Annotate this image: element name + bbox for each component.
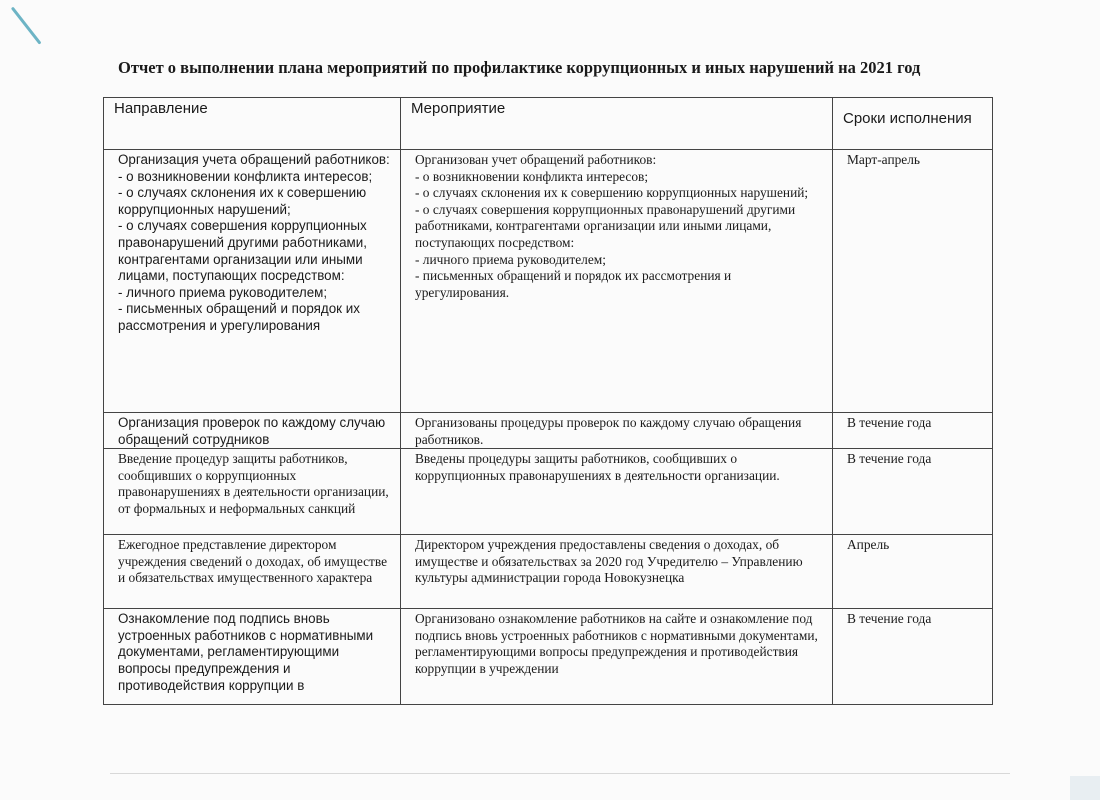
cell-line: - личного приема руководителем; [118, 284, 328, 300]
cell-measure [401, 150, 833, 413]
cell-measure: Директором учреждения предоставлены сведения о доходах, об имуществе и обязательствах за 2020 год Учредителю – Управлению культуры администрации города Новокузнецка [401, 535, 833, 609]
cell-line: Организован учет обращений работников: [415, 152, 657, 167]
scan-corner [1070, 776, 1100, 800]
cell-direction: Ежегодное представление директором учреждения сведений о доходах, об имуществе и обязательствах имущественного характера [104, 535, 401, 609]
cell-measure: Организованы процедуры проверок по каждому случаю обращения работников. [401, 413, 833, 449]
cell-terms: В течение года [833, 413, 993, 449]
cell-direction [104, 150, 401, 413]
table-row [104, 413, 993, 449]
cell-line: - о случаях склонения их к совершению коррупционных нарушений; [118, 185, 367, 217]
page-title: Отчет о выполнении плана мероприятий по профилактике коррупционных и иных нарушений на 2021 год [118, 58, 921, 77]
cell-direction: Введение процедур защиты работников, сообщивших о коррупционных правонарушениях в деятельности организации, от формальных и неформальных санкций [104, 449, 401, 535]
header-terms: Сроки исполнения [833, 98, 993, 150]
cell-direction: Организация проверок по каждому случаю обращений сотрудников [104, 413, 401, 449]
cell-line: - о случаях совершения коррупционных правонарушений другими работниками, контрагентами организации или иными лицами, поступающих посредством: [118, 218, 367, 284]
scan-mark [11, 7, 42, 45]
cell-line: - о случаях склонения их к совершению коррупционных нарушений; [415, 185, 809, 201]
cell-terms: В течение года [833, 609, 993, 705]
cell-line: - письменных обращений и порядок их рассмотрения и урегулирования. [415, 268, 732, 300]
cell-line: - о случаях совершения коррупционных правонарушений другими работниками, контрагентами организации или иными лицами, поступающих посредством: [415, 201, 796, 250]
cell-measure: Организовано ознакомление работников на сайте и ознакомление под подпись вновь устроенных работников с нормативными документами, регламентирующими вопросы предупреждения и противодействия коррупции в учреждении [401, 609, 833, 705]
cell-line: - письменных обращений и порядок их рассмотрения и урегулирования [118, 301, 360, 333]
table-row [104, 449, 993, 535]
cell-terms: Апрель [833, 535, 993, 609]
table-header-row [104, 98, 993, 150]
cell-measure: Введены процедуры защиты работников, сообщивших о коррупционных правонарушениях в деятельности организации. [401, 449, 833, 535]
header-measure: Мероприятие [401, 98, 833, 150]
cell-line: - о возникновении конфликта интересов; [118, 168, 373, 184]
header-direction: Направление [104, 98, 401, 150]
table-row [104, 150, 993, 413]
cell-line: - о возникновении конфликта интересов; [415, 168, 649, 184]
report-table [103, 97, 993, 705]
scan-edge [110, 773, 1010, 774]
cell-direction: Ознакомление под подпись вновь устроенных работников с нормативными документами, регламентирующими вопросы предупреждения и противодействия коррупции в [104, 609, 401, 705]
cell-terms: Март-апрель [833, 150, 993, 413]
table-row [104, 609, 993, 705]
cell-line: Организация учета обращений работников: [118, 152, 390, 167]
cell-terms: В течение года [833, 449, 993, 535]
table-row [104, 535, 993, 609]
cell-line: - личного приема руководителем; [415, 251, 606, 267]
